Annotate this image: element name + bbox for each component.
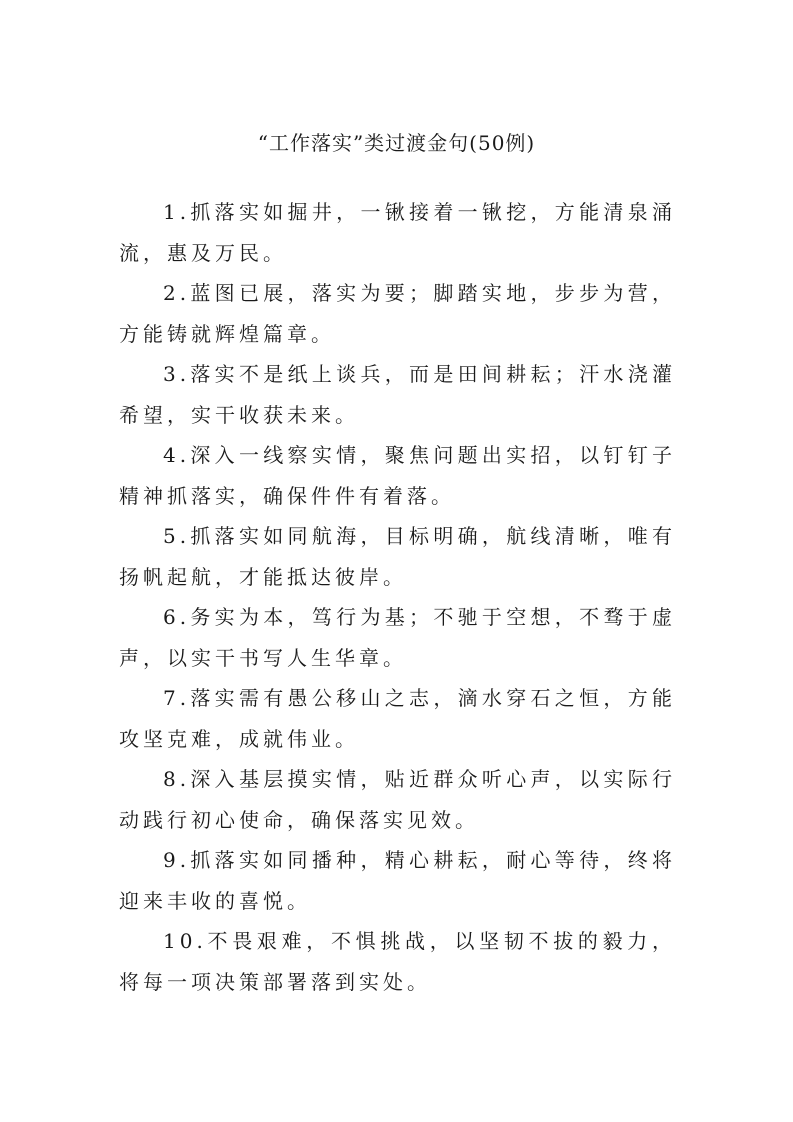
list-item: 4.深入一线察实情，聚焦问题出实招，以钉钉子精神抓落实，确保件件有着落。 <box>119 443 676 508</box>
list-item: 9.抓落实如同播种，精心耕耘，耐心等待，终将迎来丰收的喜悦。 <box>119 848 676 913</box>
list-item: 5.抓落实如同航海，目标明确，航线清晰，唯有扬帆起航，才能抵达彼岸。 <box>119 524 676 589</box>
document-title: “工作落实”类过渡金句(50例) <box>257 131 536 155</box>
document-body <box>119 192 676 1002</box>
list-item: 6.务实为本，笃行为基；不驰于空想，不骛于虚声，以实干书写人生华章。 <box>119 605 676 670</box>
list-item: 7.落实需有愚公移山之志，滴水穿石之恒，方能攻坚克难，成就伟业。 <box>119 686 676 751</box>
list-item: 10.不畏艰难，不惧挑战，以坚韧不拔的毅力，将每一项决策部署落到实处。 <box>119 929 676 994</box>
list-item: 1.抓落实如掘井，一锹接着一锹挖，方能清泉涌流，惠及万民。 <box>119 200 676 265</box>
list-item: 2.蓝图已展，落实为要；脚踏实地，步步为营，方能铸就辉煌篇章。 <box>119 281 676 346</box>
list-item: 3.落实不是纸上谈兵，而是田间耕耘；汗水浇灌希望，实干收获未来。 <box>119 362 676 427</box>
list-item: 8.深入基层摸实情，贴近群众听心声，以实际行动践行初心使命，确保落实见效。 <box>119 767 676 832</box>
